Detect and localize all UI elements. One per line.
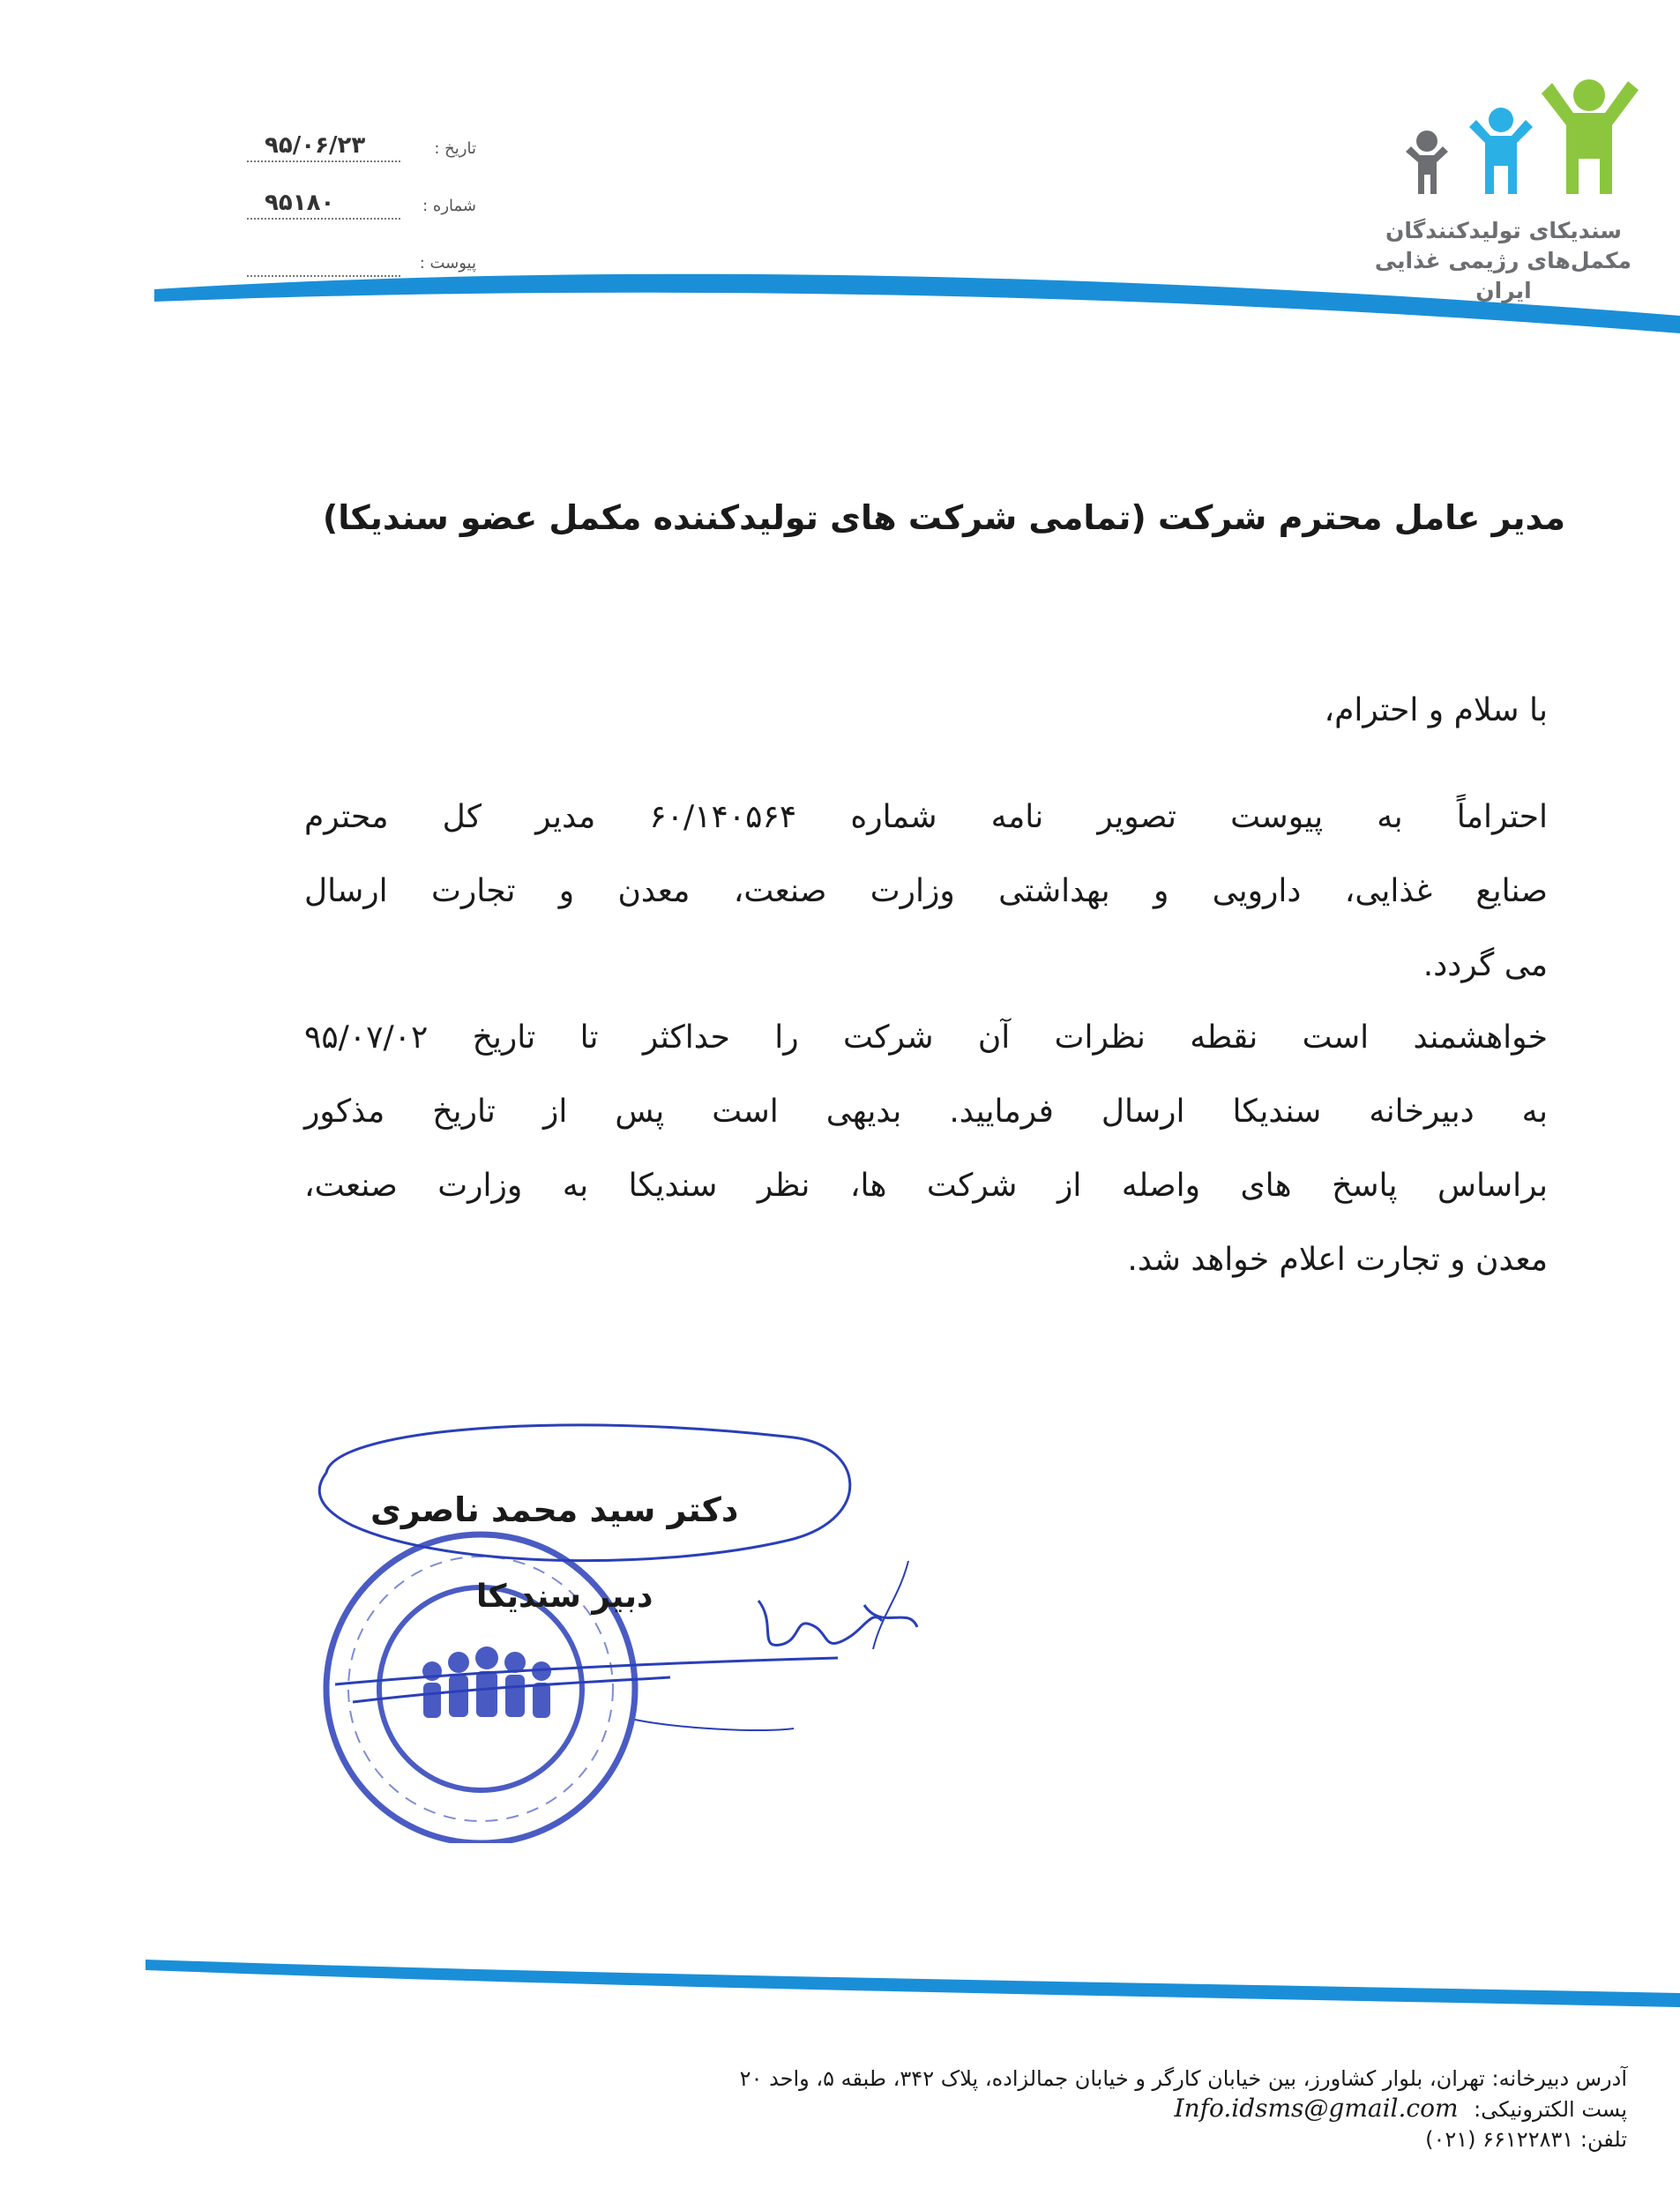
number-value: ۹۵۱۸۰ <box>265 190 335 216</box>
number-label: شماره : <box>422 197 476 215</box>
number-field <box>247 190 476 225</box>
signer-title: دبیر سندیکا <box>476 1579 653 1615</box>
footer-contact <box>481 2094 1627 2124</box>
paragraph-1-line-3: می گردد. <box>1422 947 1548 983</box>
paragraph-2-line-3: براساس پاسخ های واصله از شرکت ها، نظر سندیکا به وزارت صنعت، <box>304 1168 1548 1204</box>
paragraph-2 <box>304 1001 1548 1297</box>
footer-email[interactable]: Info.idsms@gmail.com <box>1174 2094 1459 2123</box>
paragraph-1-line-2: صنایع غذایی، دارویی و بهداشتی وزارت صنعت، معدن و تجارت ارسال <box>304 873 1548 909</box>
logo-text-line-1: سندیکای تولیدکنندگان <box>1385 218 1622 243</box>
signature-stamp-area <box>300 1420 1005 1843</box>
header-band <box>0 265 1680 335</box>
paragraph-2-line-2: به دبیرخانه سندیکا ارسال فرمایید. بدیهی است پس از تاریخ مذکور <box>304 1094 1548 1130</box>
footer-phone: تلفن: ۶۶۱۲۲۸۳۱ (۰۲۱) <box>1425 2127 1627 2152</box>
logo-text-line-3: ایران <box>1475 278 1532 303</box>
paragraph-1 <box>304 780 1548 1003</box>
footer <box>481 2064 1627 2154</box>
date-field <box>247 132 476 168</box>
three-people-logo-icon <box>1393 71 1658 203</box>
paragraph-1-line-1: احتراماً به پیوست تصویر نامه شماره ۶۰/۱۴۰۵۶۴ مدیر کل محترم <box>304 799 1548 835</box>
recipient-line: مدیر عامل محترم شرکت (تمامی شرکت های تولیدکننده مکمل عضو سندیکا) <box>322 498 1565 537</box>
paragraph-2-line-1: خواهشمند است نقطه نظرات آن شرکت را حداکثر تا تاریخ ۹۵/۰۷/۰۲ <box>304 1019 1548 1056</box>
number-dotted-line <box>247 218 400 220</box>
footer-email-label: پست الکترونیکی: <box>1474 2097 1627 2122</box>
signer-name: دکتر سید محمد ناصری <box>370 1490 739 1529</box>
paragraph-2-line-4: معدن و تجارت اعلام خواهد شد. <box>1127 1242 1548 1278</box>
footer-email-group <box>1175 2094 1627 2124</box>
footer-address: آدرس دبیرخانه: تهران، بلوار کشاورز، بین خیابان کارگر و خیابان جمالزاده، پلاک ۳۴۲، طبقه ۵، واحد ۲۰ <box>739 2066 1627 2091</box>
attachment-label: پیوست : <box>419 254 476 273</box>
logo-text-line-2: مکمل‌های رژیمی غذایی <box>1374 248 1631 273</box>
date-value: ۹۵/۰۶/۲۳ <box>265 132 366 159</box>
greeting: با سلام و احترام، <box>1324 692 1548 728</box>
date-label: تاریخ : <box>434 139 476 158</box>
date-dotted-line <box>247 161 400 162</box>
footer-band <box>0 1940 1680 2011</box>
